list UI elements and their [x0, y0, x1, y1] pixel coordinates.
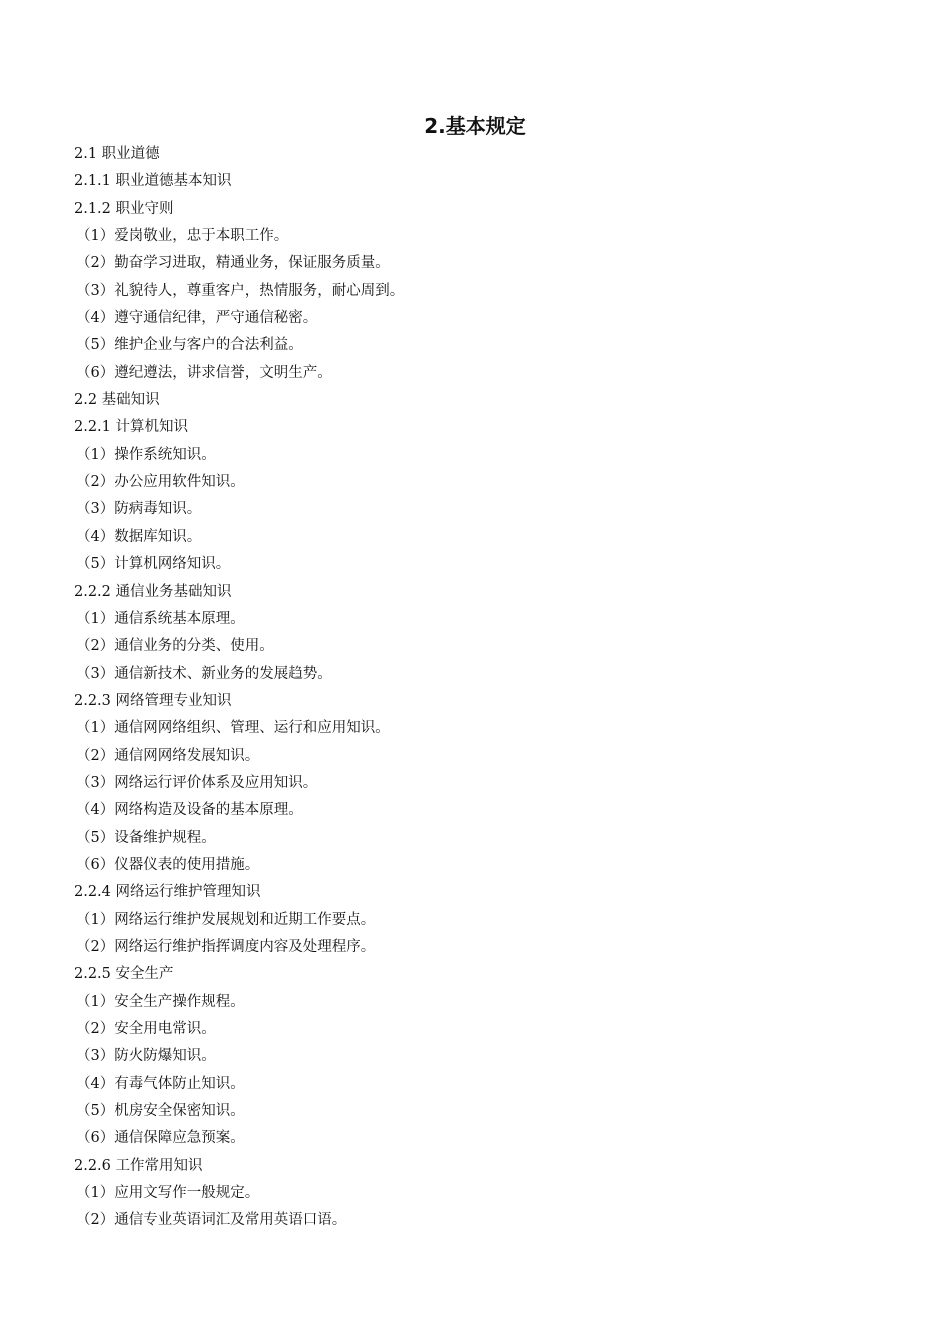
list-item: （2）通信网网络发展知识。	[76, 747, 260, 764]
list-item: （5）计算机网络知识。	[76, 556, 231, 573]
list-item: （4）遵守通信纪律，严守通信秘密。	[76, 310, 318, 327]
list-item: （5）设备维护规程。	[76, 829, 216, 846]
list-item: （1）通信系统基本原理。	[76, 610, 245, 627]
section-heading: 2.1 职业道德	[74, 146, 160, 162]
section-heading: 2.2.2 通信业务基础知识	[74, 583, 232, 600]
list-item: （4）数据库知识。	[76, 528, 202, 545]
list-item: （2）网络运行维护指挥调度内容及处理程序。	[76, 938, 376, 955]
section-heading: 2.1.1 职业道德基本知识	[74, 173, 232, 190]
section-heading: 2.2.3 网络管理专业知识	[74, 692, 232, 709]
list-item: （1）应用文写作一般规定。	[76, 1185, 260, 1202]
list-item: （2）通信业务的分类、使用。	[76, 638, 274, 655]
section-heading: 2.2.1 计算机知识	[74, 419, 189, 436]
list-item: （3）防火防爆知识。	[76, 1048, 216, 1065]
list-item: （2）安全用电常识。	[76, 1021, 216, 1037]
list-item: （1）网络运行维护发展规划和近期工作要点。	[76, 911, 376, 928]
list-item: （4）网络构造及设备的基本原理。	[76, 802, 303, 819]
list-item: （1）操作系统知识。	[76, 446, 216, 463]
document-body	[74, 141, 894, 1235]
section-heading: 2.2.6 工作常用知识	[74, 1157, 203, 1174]
list-item: （1）通信网网络组织、管理、运行和应用知识。	[76, 720, 390, 737]
list-item: （6）通信保障应急预案。	[76, 1130, 245, 1147]
list-item: （5）机房安全保密知识。	[76, 1103, 245, 1120]
list-item: （3）防病毒知识。	[76, 501, 202, 518]
list-item: （3）网络运行评价体系及应用知识。	[76, 774, 318, 791]
section-heading: 2.1.2 职业守则	[74, 200, 174, 217]
list-item: （1）爱岗敬业，忠于本职工作。	[76, 228, 289, 245]
list-item: （6）仪器仪表的使用措施。	[76, 856, 260, 873]
section-heading: 2.2 基础知识	[74, 392, 160, 409]
list-item: （3）礼貌待人，尊重客户，热情服务，耐心周到。	[76, 282, 405, 299]
list-item: （6）遵纪遵法，讲求信誉，文明生产。	[76, 364, 332, 381]
page-title: 2.基本规定	[424, 114, 526, 138]
section-heading: 2.2.5 安全生产	[74, 966, 174, 983]
list-item: （2）办公应用软件知识。	[76, 474, 245, 491]
list-item: （3）通信新技术、新业务的发展趋势。	[76, 665, 332, 682]
section-heading: 2.2.4 网络运行维护管理知识	[74, 884, 261, 901]
list-item: （2）通信专业英语词汇及常用英语口语。	[76, 1212, 347, 1229]
list-item: （2）勤奋学习进取，精通业务，保证服务质量。	[76, 255, 390, 272]
list-item: （1）安全生产操作规程。	[76, 993, 245, 1010]
list-item: （5）维护企业与客户的合法利益。	[76, 337, 303, 354]
list-item: （4）有毒气体防止知识。	[76, 1075, 245, 1092]
